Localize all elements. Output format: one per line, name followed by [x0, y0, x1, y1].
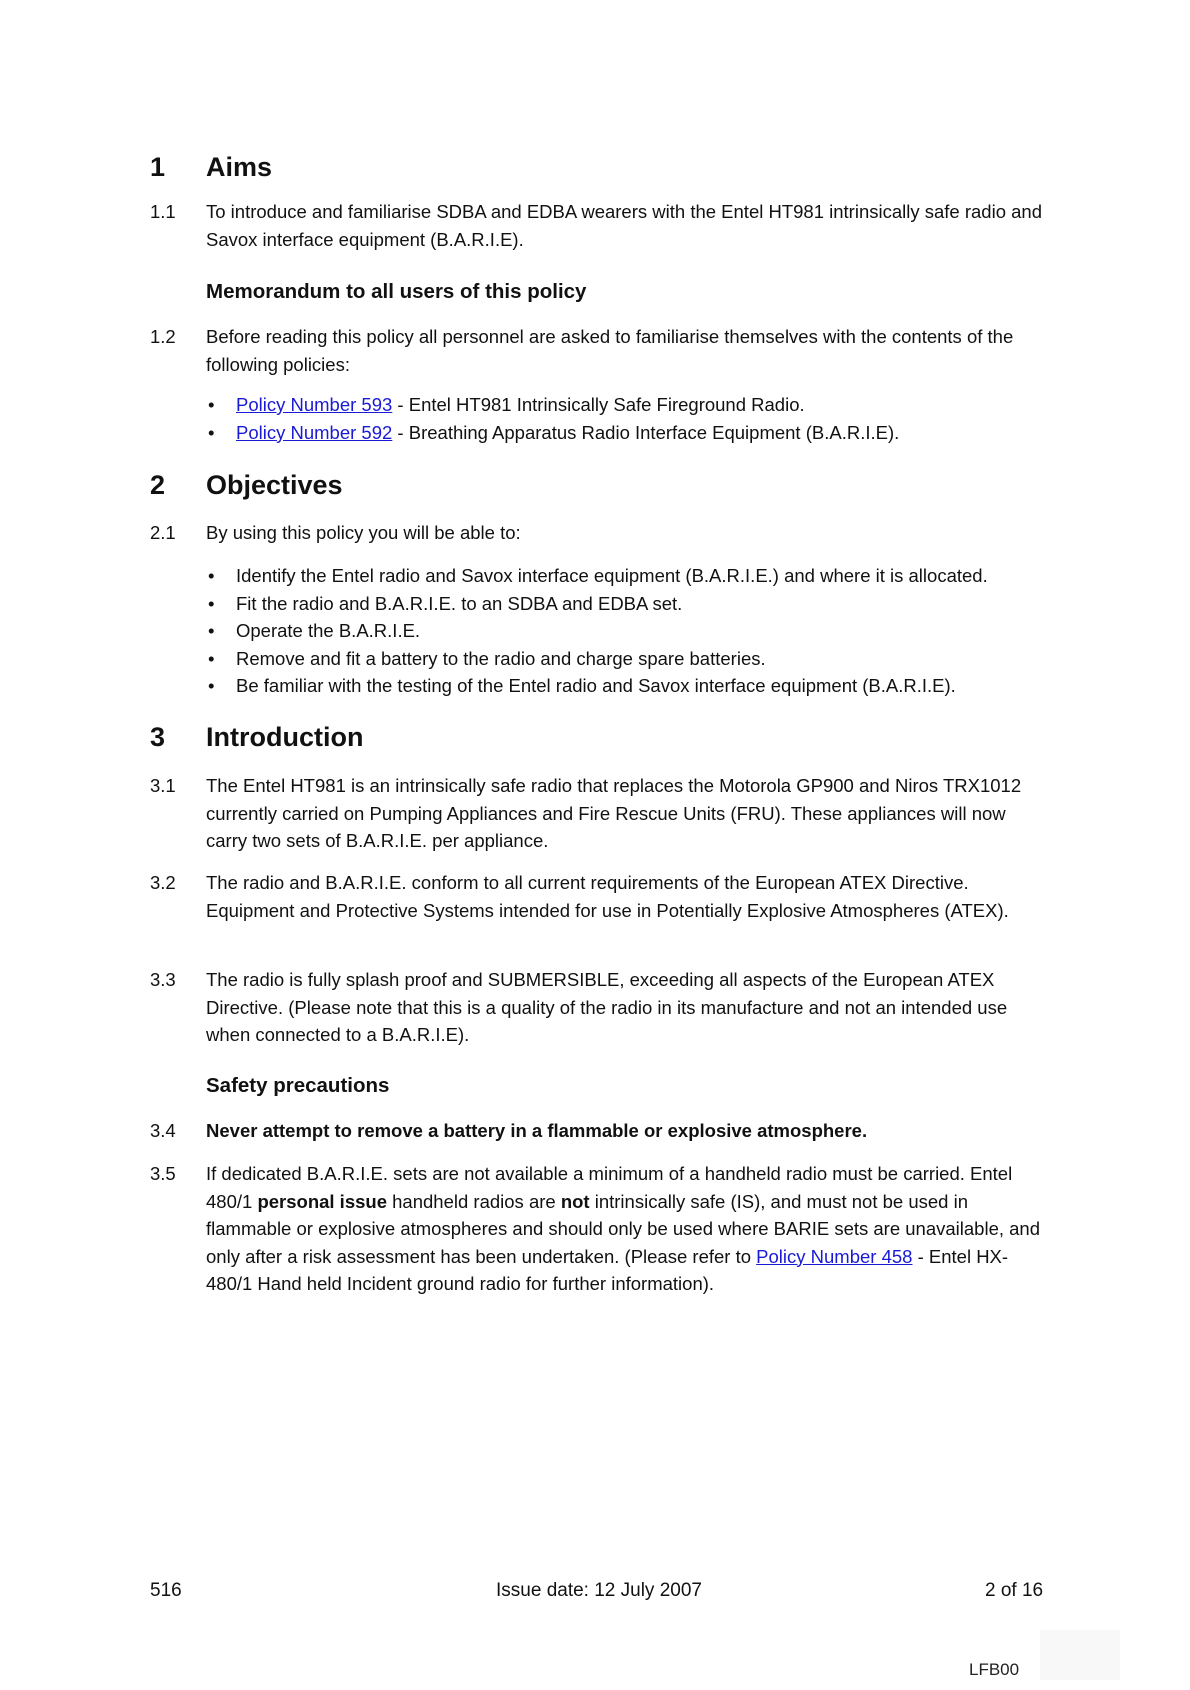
paragraph-2-1 [150, 519, 1050, 547]
policy-reference-list [206, 391, 1066, 446]
list-item-text: Remove and fit a battery to the radio and charge spare batteries. [236, 647, 766, 669]
section-heading-aims [150, 152, 272, 183]
list-item-text: Be familiar with the testing of the Entel radio and Savox interface equipment (B.A.R.I.E). [236, 675, 956, 696]
list-item [206, 419, 1066, 447]
paragraph-text: The radio and B.A.R.I.E. conform to all current requirements of the European ATEX Directive. Equipment and Protective Systems intended for use in Potentially Explosive Atmospheres (ATEX). [206, 872, 1009, 921]
list-item [206, 645, 1066, 673]
bullet-icon: • [208, 592, 215, 614]
bullet-icon: • [208, 421, 215, 443]
document-reference-stamp: LFB00 [969, 1660, 1020, 1679]
list-item [206, 617, 1066, 645]
section-number: 2 [150, 470, 166, 500]
paragraph-3-2 [150, 869, 1050, 924]
section-number: 1 [150, 152, 166, 182]
section-title: Introduction [206, 722, 364, 752]
bullet-icon: • [208, 620, 215, 641]
footer-page-number: 2 of 16 [985, 1580, 1044, 1601]
paragraph-text [206, 1160, 1050, 1298]
paragraph-text: By using this policy you will be able to: [206, 522, 521, 543]
policy-458-link[interactable]: Policy Number 458 [756, 1245, 913, 1267]
objectives-list [206, 562, 1066, 700]
paragraph-text: Never attempt to remove a battery in a flammable or explosive atmosphere. [206, 1120, 868, 1141]
bullet-icon: • [208, 647, 215, 669]
paragraph-text: The radio is fully splash proof and SUBMERSIBLE, exceeding all aspects of the European ATEX Directive. (Please note that this is a quality of the radio in its manufacture and not an intended use when connected to a B.A.R.I.E). [206, 969, 1008, 1045]
text-run: intrinsically safe (IS), and must not be used in flammable or explosive atmospheres and should only be used where BARIE sets are unavailable, and only after a risk assessment has been undertaken. (Please refer to [206, 1190, 1041, 1267]
paragraph-3-1 [150, 772, 1050, 855]
paragraph-text: The Entel HT981 is an intrinsically safe radio that replaces the Motorola GP900 and Niros TRX1012 currently carried on Pumping Appliances and Fire Rescue Units (FRU). These appliances will now carry two sets of B.A.R.I.E. per appliance. [206, 775, 1022, 851]
paragraph-number: 3.2 [150, 872, 176, 893]
paragraph-3-3 [150, 966, 1050, 1049]
list-item [206, 391, 1066, 419]
paragraph-number: 3.3 [150, 969, 176, 990]
text-run: handheld radios are [387, 1190, 561, 1212]
paragraph-1-2 [150, 323, 1050, 378]
paragraph-text: Before reading this policy all personnel are asked to familiarise themselves with the contents of the following policies: [206, 326, 1014, 375]
list-item-text: Identify the Entel radio and Savox interface equipment (B.A.R.I.E.) and where it is allocated. [236, 565, 988, 586]
emphasis-personal-issue: personal issue [257, 1190, 387, 1212]
list-item-text: - Entel HT981 Intrinsically Safe Fireground Radio. [392, 394, 805, 415]
list-item-text: Operate the B.A.R.I.E. [236, 620, 421, 641]
subheading-memorandum: Memorandum to all users of this policy [206, 280, 587, 303]
list-item [206, 590, 1066, 618]
policy-593-link[interactable]: Policy Number 593 [236, 394, 393, 415]
subheading-safety-precautions: Safety precautions [206, 1074, 390, 1097]
section-heading-introduction [150, 722, 363, 753]
section-title: Objectives [206, 470, 343, 500]
paragraph-1-1 [150, 198, 1050, 253]
paragraph-number: 1.1 [150, 201, 176, 222]
paragraph-number: 3.1 [150, 775, 176, 796]
section-number: 3 [150, 722, 166, 752]
text-run: - Entel HX-480/1 Hand held Incident ground radio for further information). [206, 1245, 1009, 1294]
paragraph-number: 3.4 [150, 1120, 176, 1141]
paragraph-3-5 [150, 1160, 1050, 1298]
bullet-icon: • [208, 675, 215, 696]
paragraph-text: To introduce and familiarise SDBA and EDBA wearers with the Entel HT981 intrinsically safe radio and Savox interface equipment (B.A.R.I.E). [206, 201, 1043, 250]
footer-policy-number: 516 [150, 1580, 182, 1601]
policy-592-link[interactable]: Policy Number 592 [236, 421, 393, 443]
paragraph-number: 2.1 [150, 522, 176, 543]
list-item [206, 672, 1066, 700]
bullet-icon: • [208, 565, 215, 586]
emphasis-not: not [560, 1190, 590, 1212]
paragraph-3-4 [150, 1117, 1050, 1145]
redaction-patch [1040, 1630, 1120, 1680]
paragraph-number: 3.5 [150, 1163, 176, 1184]
paragraph-number: 1.2 [150, 326, 176, 347]
section-title: Aims [206, 152, 273, 182]
text-run: If dedicated B.A.R.I.E. sets are not available a minimum of a handheld radio must be carried. Entel 480/1 [206, 1163, 1013, 1212]
section-heading-objectives [150, 470, 343, 501]
footer-issue-date: Issue date: 12 July 2007 [496, 1580, 702, 1601]
list-item-text: - Breathing Apparatus Radio Interface Equipment (B.A.R.I.E). [392, 421, 900, 443]
list-item [206, 562, 1066, 590]
list-item-text: Fit the radio and B.A.R.I.E. to an SDBA and EDBA set. [236, 592, 683, 614]
bullet-icon: • [208, 394, 215, 415]
